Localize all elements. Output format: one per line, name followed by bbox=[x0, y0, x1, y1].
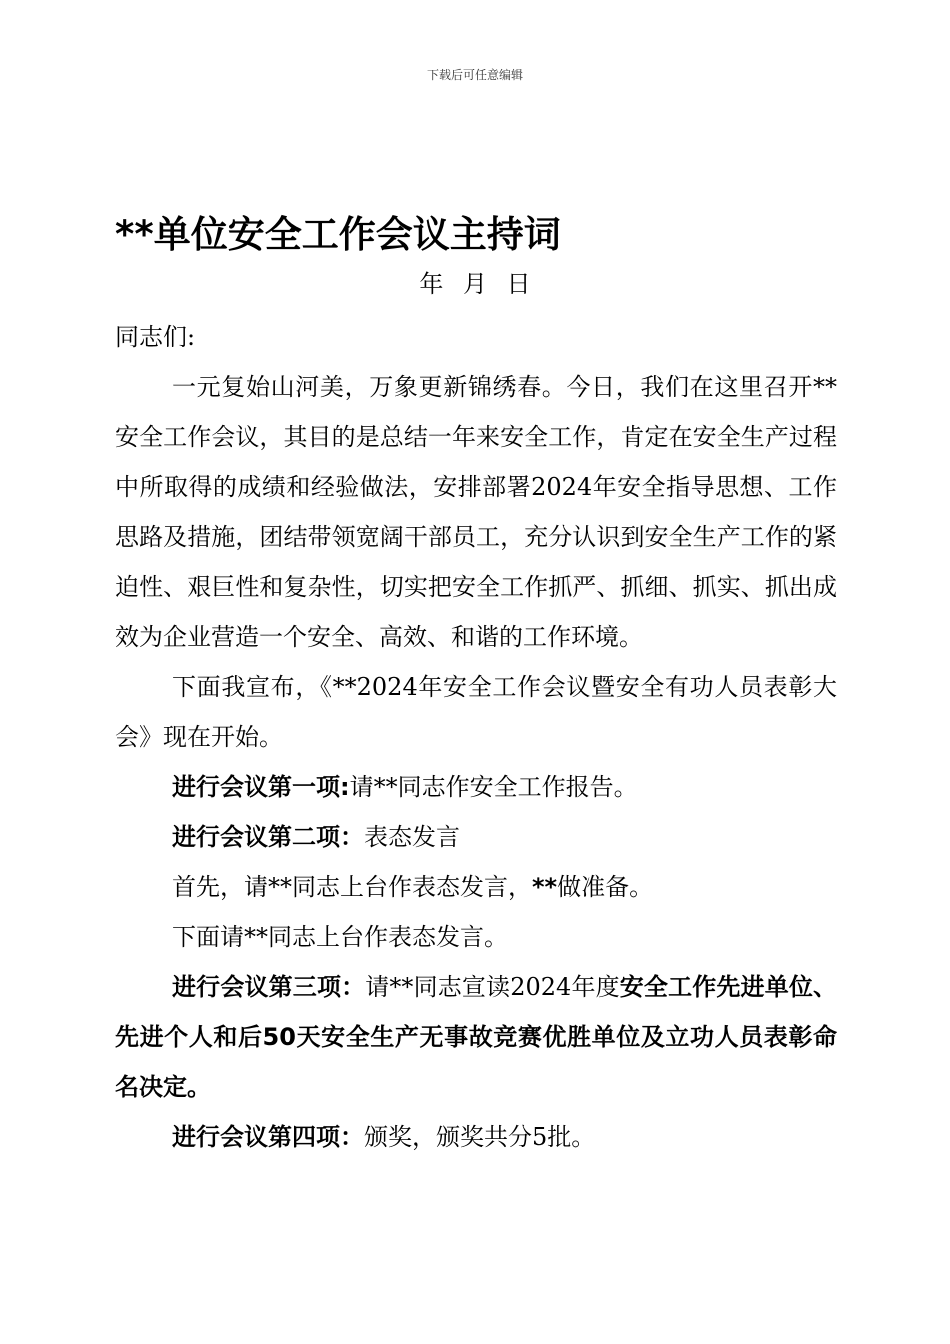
agenda-item-3-bold-text: 安全工作先进单位、先进个人和后50天安全生产无事故竞赛优胜单位及立功人员表彰命名决定。 bbox=[115, 973, 838, 1101]
salutation: 同志们: bbox=[115, 323, 196, 351]
document-body bbox=[115, 312, 837, 1162]
agenda-item-4 bbox=[115, 1112, 837, 1162]
date-line bbox=[0, 266, 950, 302]
agenda-item-2-label: 进行会议第二项： bbox=[172, 823, 364, 851]
agenda-item-3-text: 请**同志宣读2024年度 bbox=[365, 973, 620, 1001]
date-month: 月 bbox=[463, 270, 487, 298]
agenda-item-2-line-1-text-b: 做准备。 bbox=[557, 873, 654, 901]
agenda-item-2-line-1-bold: ** bbox=[532, 873, 558, 901]
agenda-item-2-text: 表态发言 bbox=[364, 823, 460, 851]
document-title: **单位安全工作会议主持词 bbox=[115, 213, 561, 256]
paragraph-opening: 一元复始山河美，万象更新锦绣春。今日，我们在这里召开**安全工作会议，其目的是总结一年来安全工作，肯定在安全生产过程中所取得的成绩和经验做法，安排部署2024年安全指导思想、工作思路及措施，团结带领宽阔干部员工，充分认识到安全生产工作的紧迫性、艰巨性和复杂性，切实把安全工作抓严、抓细、抓实、抓出成效为企业营造一个安全、高效、和谐的工作环境。 bbox=[115, 373, 837, 651]
paragraph-announcement: 下面我宣布，《**2024年安全工作会议暨安全有功人员表彰大会》现在开始。 bbox=[115, 673, 837, 751]
agenda-item-4-label: 进行会议第四项： bbox=[172, 1123, 364, 1151]
header-note: 下载后可任意编辑 bbox=[426, 68, 523, 82]
agenda-item-1 bbox=[115, 762, 837, 812]
agenda-item-2-line-2: 下面请**同志上台作表态发言。 bbox=[172, 923, 508, 951]
agenda-item-3 bbox=[115, 962, 837, 1112]
agenda-item-2-line-1 bbox=[115, 862, 837, 912]
agenda-item-3-label: 进行会议第三项： bbox=[172, 973, 366, 1001]
agenda-item-1-text: 请**同志作安全工作报告。 bbox=[349, 773, 638, 801]
agenda-item-2 bbox=[115, 812, 837, 862]
date-day: 日 bbox=[506, 270, 531, 298]
agenda-item-1-label: 进行会议第一项: bbox=[172, 773, 350, 801]
agenda-item-4-text: 颁奖，颁奖共分5批。 bbox=[364, 1123, 596, 1151]
agenda-item-2-line-1-text-a: 首先，请**同志上台作表态发言， bbox=[172, 873, 532, 901]
date-year: 年 bbox=[419, 270, 444, 298]
